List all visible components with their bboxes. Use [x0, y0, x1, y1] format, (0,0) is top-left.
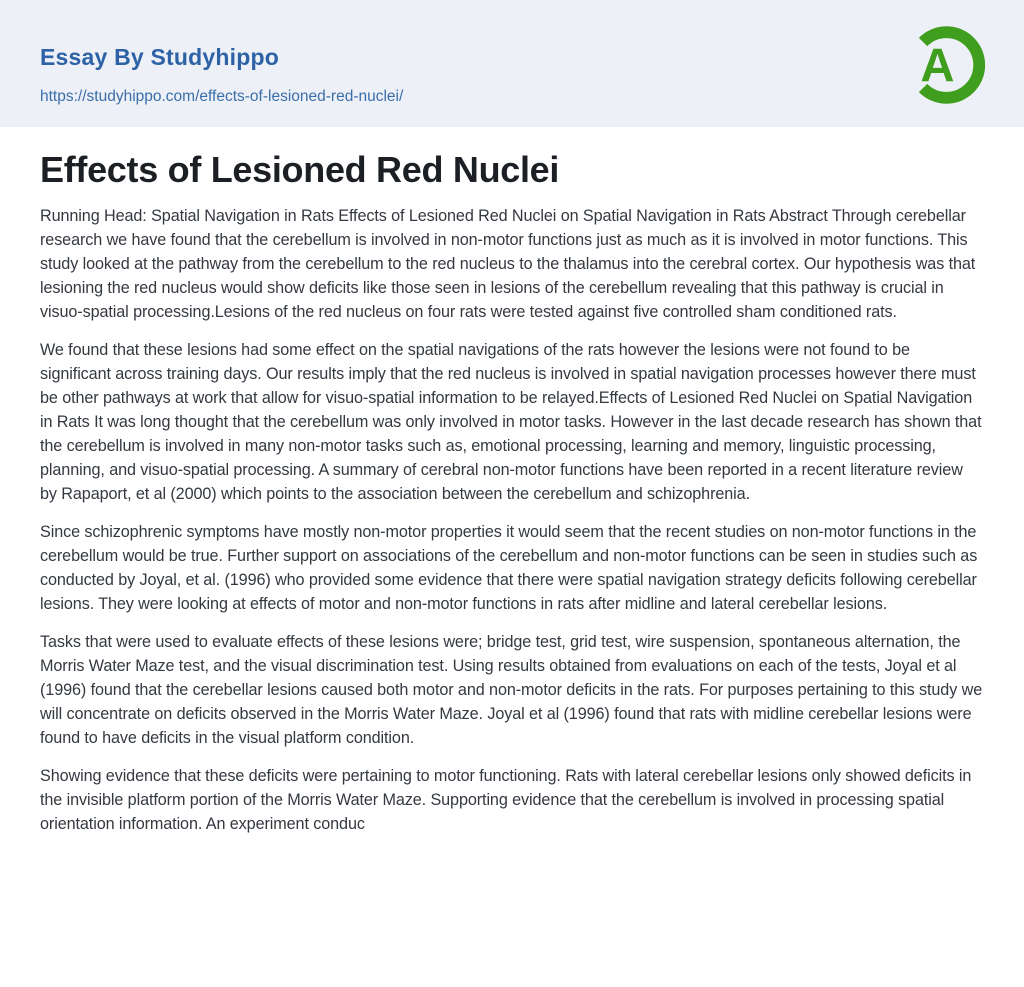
essay-paragraph: Running Head: Spatial Navigation in Rats Effects of Lesioned Red Nuclei on Spatial Navigation in Rats Abstract Through cerebellar research we have found that the cerebellum is involved in non-motor functions just as much as it is involved in motor functions. This study looked at the pathway from the cerebellum to the red nucleus to the thalamus into the cerebral cortex. Our hypothesis was that lesioning the red nucleus would show deficits like those seen in lesions of the cerebellum revealing that this pathway is crucial in visuo-spatial processing.Lesions of the red nucleus on four rats were tested against five controlled sham conditioned rats.	[40, 207, 976, 321]
essay-article	[0, 127, 1024, 836]
logo-arc-icon	[902, 22, 988, 108]
site-title: Essay By Studyhippo	[40, 44, 279, 70]
logo-letter: A	[920, 39, 955, 93]
essay-paragraph: We found that these lesions had some effect on the spatial navigations of the rats however the lesions were not found to be significant across training days. Our results imply that the red nucleus is involved in spatial navigation processes however there must be other pathways at work that allow for visuo-spatial information to be relayed.Effects of Lesioned Red Nuclei on Spatial Navigation in Rats It was long thought that the cerebellum was only involved in motor tasks. However in the last decade research has shown that the cerebellum is involved in many non-motor tasks such as, emotional processing, learning and memory, linguistic processing, planning, and visuo-spatial processing. A summary of cerebral non-motor functions have been reported in a recent literature review by Rapaport, et al (2000) which points to the association between the cerebellum and schizophrenia.	[40, 341, 982, 503]
essay-paragraph: Tasks that were used to evaluate effects of these lesions were; bridge test, grid test, wire suspension, spontaneous alternation, the Morris Water Maze test, and the visual discrimination test. Using results obtained from evaluations on each of the tests, Joyal et al (1996) found that the cerebellar lesions caused both motor and non-motor deficits in the rats. For purposes pertaining to this study we will concentrate on deficits observed in the Morris Water Maze. Joyal et al (1996) found that rats with midline cerebellar lesions were found to have deficits in the visual platform condition.	[40, 633, 983, 747]
essay-paragraph: Showing evidence that these deficits were pertaining to motor functioning. Rats with lateral cerebellar lesions only showed deficits in the invisible platform portion of the Morris Water Maze. Supporting evidence that the cerebellum is involved in processing spatial orientation information. An experiment conduc	[40, 767, 972, 833]
essay-url-link[interactable]: https://studyhippo.com/effects-of-lesioned-red-nuclei/	[40, 88, 404, 105]
essay-title: Effects of Lesioned Red Nuclei	[40, 149, 560, 190]
essay-paragraph: Since schizophrenic symptoms have mostly non-motor properties it would seem that the recent studies on non-motor functions in the cerebellum would be true. Further support on associations of the cerebellum and non-motor functions can be seen in studies such as conducted by Joyal, et al. (1996) who provided some evidence that there were spatial navigation strategy deficits following cerebellar lesions. They were looking at effects of motor and non-motor functions in rats after midline and lateral cerebellar lesions.	[40, 523, 978, 613]
studyhippo-logo[interactable]	[902, 22, 988, 108]
essay-body	[40, 204, 984, 836]
site-header	[0, 0, 1024, 127]
